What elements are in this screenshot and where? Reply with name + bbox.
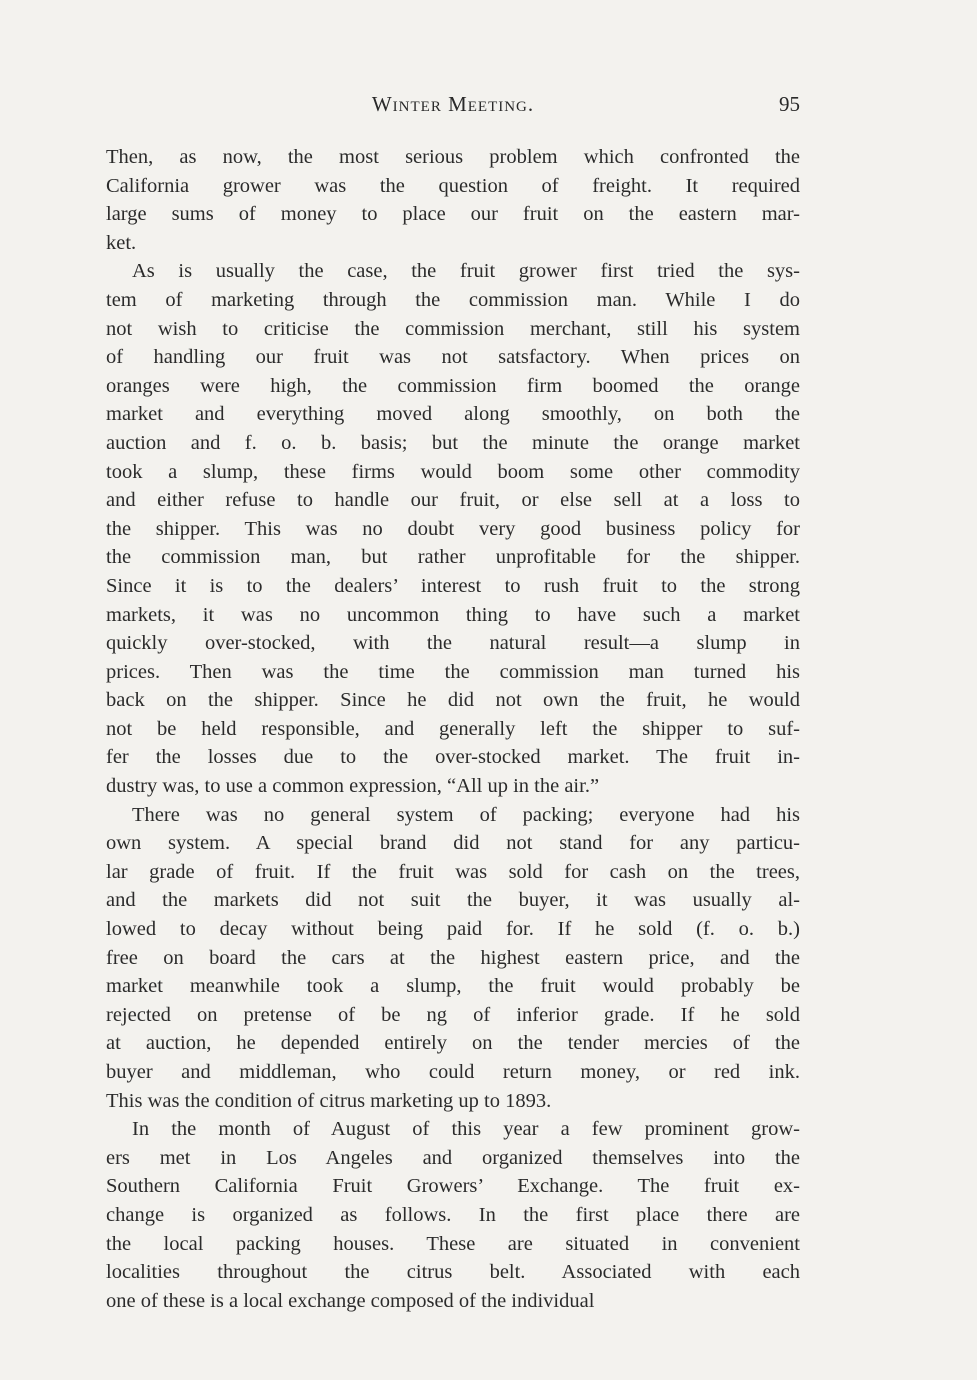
text-line: ers met in Los Angeles and organized themselves into the: [106, 1146, 800, 1169]
text-line: buyer and middleman, who could return money, or red ink.: [106, 1061, 800, 1083]
text-line: localities throughout the citrus belt. Associated with each: [106, 1261, 800, 1284]
paragraph: [106, 257, 800, 800]
text-line: auction and f. o. b. basis; but the minute the orange market: [106, 431, 800, 454]
text-line: lar grade of fruit. If the fruit was sold for cash on the trees,: [106, 860, 800, 883]
text-line: dustry was, to use a common expression, “All up in the air.”: [106, 775, 600, 798]
text-line: Then, as now, the most serious problem which confronted the: [106, 146, 800, 168]
text-line: lowed to decay without being paid for. If he sold (f. o. b.): [106, 918, 800, 941]
text-line: prices. Then was the time the commission man turned his: [106, 660, 800, 683]
text-line: ket.: [106, 231, 137, 254]
text-line: the shipper. This was no doubt very good business policy for: [106, 517, 800, 540]
paragraph: [106, 1115, 800, 1315]
text-line: and either refuse to handle our fruit, or else sell at a loss to: [106, 489, 800, 512]
text-line: large sums of money to place our fruit on the eastern mar-: [106, 203, 800, 226]
text-line: one of these is a local exchange composed of the individual: [106, 1289, 595, 1312]
paragraph: [106, 801, 800, 1116]
text-line: change is organized as follows. In the first place there are: [106, 1203, 800, 1226]
text-line: fer the losses due to the over-stocked market. The fruit in-: [106, 746, 800, 769]
text-line: not wish to criticise the commission merchant, still his system: [106, 317, 800, 340]
text-line: Southern California Fruit Growers’ Exchange. The fruit ex-: [106, 1175, 800, 1198]
text-line: at auction, he depended entirely on the tender mercies of the: [106, 1032, 800, 1055]
page-number: 95: [779, 92, 800, 116]
text-line: quickly over-stocked, with the natural result—a slump in: [106, 632, 800, 655]
text-line: rejected on pretense of be ng of inferior grade. If he sold: [106, 1003, 800, 1026]
text-line: own system. A special brand did not stand for any particu-: [106, 832, 800, 855]
running-head: [106, 92, 800, 122]
text-line: free on board the cars at the highest eastern price, and the: [106, 946, 800, 969]
text-line: As is usually the case, the fruit grower first tried the sys-: [132, 260, 800, 283]
text-line: market meanwhile took a slump, the fruit would probably be: [106, 975, 800, 998]
text-line: took a slump, these firms would boom some other commodity: [106, 460, 800, 483]
text-line: the local packing houses. These are situated in convenient: [106, 1232, 800, 1255]
text-line: oranges were high, the commission firm boomed the orange: [106, 374, 800, 397]
paragraph: [106, 143, 800, 257]
text-line: In the month of August of this year a few prominent grow-: [132, 1118, 800, 1141]
text-line: tem of marketing through the commission man. While I do: [106, 288, 800, 311]
text-line: the commission man, but rather unprofitable for the shipper.: [106, 546, 800, 569]
text-line: not be held responsible, and generally left the shipper to suf-: [106, 717, 800, 740]
text-line: back on the shipper. Since he did not own the fruit, he would: [106, 689, 800, 712]
text-line: markets, it was no uncommon thing to have such a market: [106, 603, 800, 626]
text-line: There was no general system of packing; everyone had his: [132, 803, 800, 826]
text-line: This was the condition of citrus marketing up to 1893.: [106, 1089, 552, 1112]
text-line: market and everything moved along smoothly, on both the: [106, 403, 800, 426]
text-line: of handling our fruit was not satsfactory. When prices on: [106, 346, 800, 369]
text-line: and the markets did not suit the buyer, it was usually al-: [106, 889, 800, 912]
body-text: [106, 143, 800, 1315]
running-title: Winter Meeting.: [371, 92, 535, 116]
text-line: California grower was the question of freight. It required: [106, 174, 800, 197]
text-line: Since it is to the dealers’ interest to rush fruit to the strong: [106, 574, 800, 597]
